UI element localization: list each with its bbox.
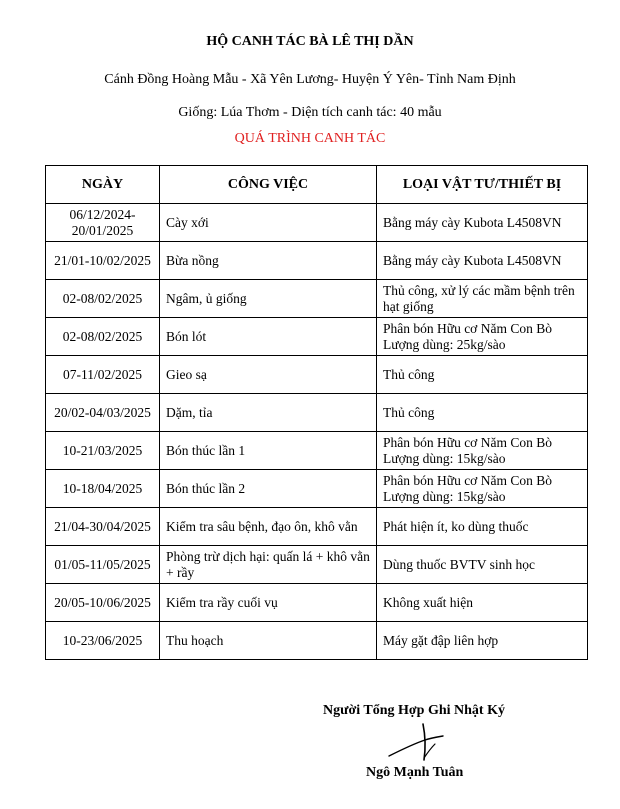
material-cell: Phân bón Hữu cơ Năm Con Bò Lượng dùng: 25kg/sào bbox=[377, 318, 588, 356]
farming-log-table bbox=[45, 165, 588, 660]
table-row bbox=[46, 204, 588, 242]
task-cell: Bón thúc lần 1 bbox=[160, 432, 377, 470]
material-cell: Phân bón Hữu cơ Năm Con Bò Lượng dùng: 15kg/sào bbox=[377, 432, 588, 470]
task-cell: Cày xới bbox=[160, 204, 377, 242]
material-cell: Thủ công, xử lý các mầm bệnh trên hạt giống bbox=[377, 280, 588, 318]
task-cell: Dặm, tỉa bbox=[160, 394, 377, 432]
section-title: QUÁ TRÌNH CANH TÁC bbox=[234, 131, 386, 146]
table-row bbox=[46, 280, 588, 318]
table-row bbox=[46, 356, 588, 394]
column-header-task: CÔNG VIỆC bbox=[160, 166, 377, 204]
task-cell: Kiểm tra sâu bệnh, đạo ôn, khô vằn bbox=[160, 508, 377, 546]
date-cell: 21/01-10/02/2025 bbox=[46, 242, 160, 280]
date-cell: 10-18/04/2025 bbox=[46, 470, 160, 508]
date-cell: 21/04-30/04/2025 bbox=[46, 508, 160, 546]
table-row bbox=[46, 432, 588, 470]
date-cell: 02-08/02/2025 bbox=[46, 280, 160, 318]
table-header-row bbox=[46, 166, 588, 204]
date-cell: 20/05-10/06/2025 bbox=[46, 584, 160, 622]
date-cell: 02-08/02/2025 bbox=[46, 318, 160, 356]
date-cell: 06/12/2024-20/01/2025 bbox=[46, 204, 160, 242]
column-header-date: NGÀY bbox=[46, 166, 160, 204]
task-cell: Bón thúc lần 2 bbox=[160, 470, 377, 508]
material-cell: Không xuất hiện bbox=[377, 584, 588, 622]
date-cell: 01/05-11/05/2025 bbox=[46, 546, 160, 584]
task-cell: Thu hoạch bbox=[160, 622, 377, 660]
date-cell: 07-11/02/2025 bbox=[46, 356, 160, 394]
table-row bbox=[46, 470, 588, 508]
task-cell: Bừa nồng bbox=[160, 242, 377, 280]
material-cell: Phát hiện ít, ko dùng thuốc bbox=[377, 508, 588, 546]
material-cell: Bằng máy cày Kubota L4508VN bbox=[377, 242, 588, 280]
table-row bbox=[46, 546, 588, 584]
task-cell: Gieo sạ bbox=[160, 356, 377, 394]
date-cell: 20/02-04/03/2025 bbox=[46, 394, 160, 432]
task-cell: Bón lót bbox=[160, 318, 377, 356]
material-cell: Thủ công bbox=[377, 356, 588, 394]
material-cell: Phân bón Hữu cơ Năm Con Bò Lượng dùng: 15kg/sào bbox=[377, 470, 588, 508]
table-row bbox=[46, 242, 588, 280]
table-row bbox=[46, 622, 588, 660]
date-cell: 10-21/03/2025 bbox=[46, 432, 160, 470]
signature-title: Người Tổng Hợp Ghi Nhật Ký bbox=[323, 703, 505, 718]
material-cell: Thủ công bbox=[377, 394, 588, 432]
document-title: HỘ CANH TÁC BÀ LÊ THỊ DẦN bbox=[206, 34, 414, 49]
task-cell: Phòng trừ dịch hại: quấn lá + khô vằn + rầy bbox=[160, 546, 377, 584]
material-cell: Bằng máy cày Kubota L4508VN bbox=[377, 204, 588, 242]
table-row bbox=[46, 508, 588, 546]
table-row bbox=[46, 318, 588, 356]
handwritten-signature bbox=[383, 722, 453, 771]
material-cell: Máy gặt đập liên hợp bbox=[377, 622, 588, 660]
location-line: Cánh Đồng Hoàng Mẫu - Xã Yên Lương- Huyện Ý Yên- Tỉnh Nam Định bbox=[104, 72, 516, 87]
signer-name: Ngô Mạnh Tuân bbox=[366, 765, 464, 780]
task-cell: Ngâm, ủ giống bbox=[160, 280, 377, 318]
table-row bbox=[46, 394, 588, 432]
date-cell: 10-23/06/2025 bbox=[46, 622, 160, 660]
table-row bbox=[46, 584, 588, 622]
column-header-material: LOẠI VẬT TƯ/THIẾT BỊ bbox=[377, 166, 588, 204]
material-cell: Dùng thuốc BVTV sinh học bbox=[377, 546, 588, 584]
task-cell: Kiểm tra rầy cuối vụ bbox=[160, 584, 377, 622]
crop-info-line: Giống: Lúa Thơm - Diện tích canh tác: 40 mẫu bbox=[178, 105, 442, 120]
